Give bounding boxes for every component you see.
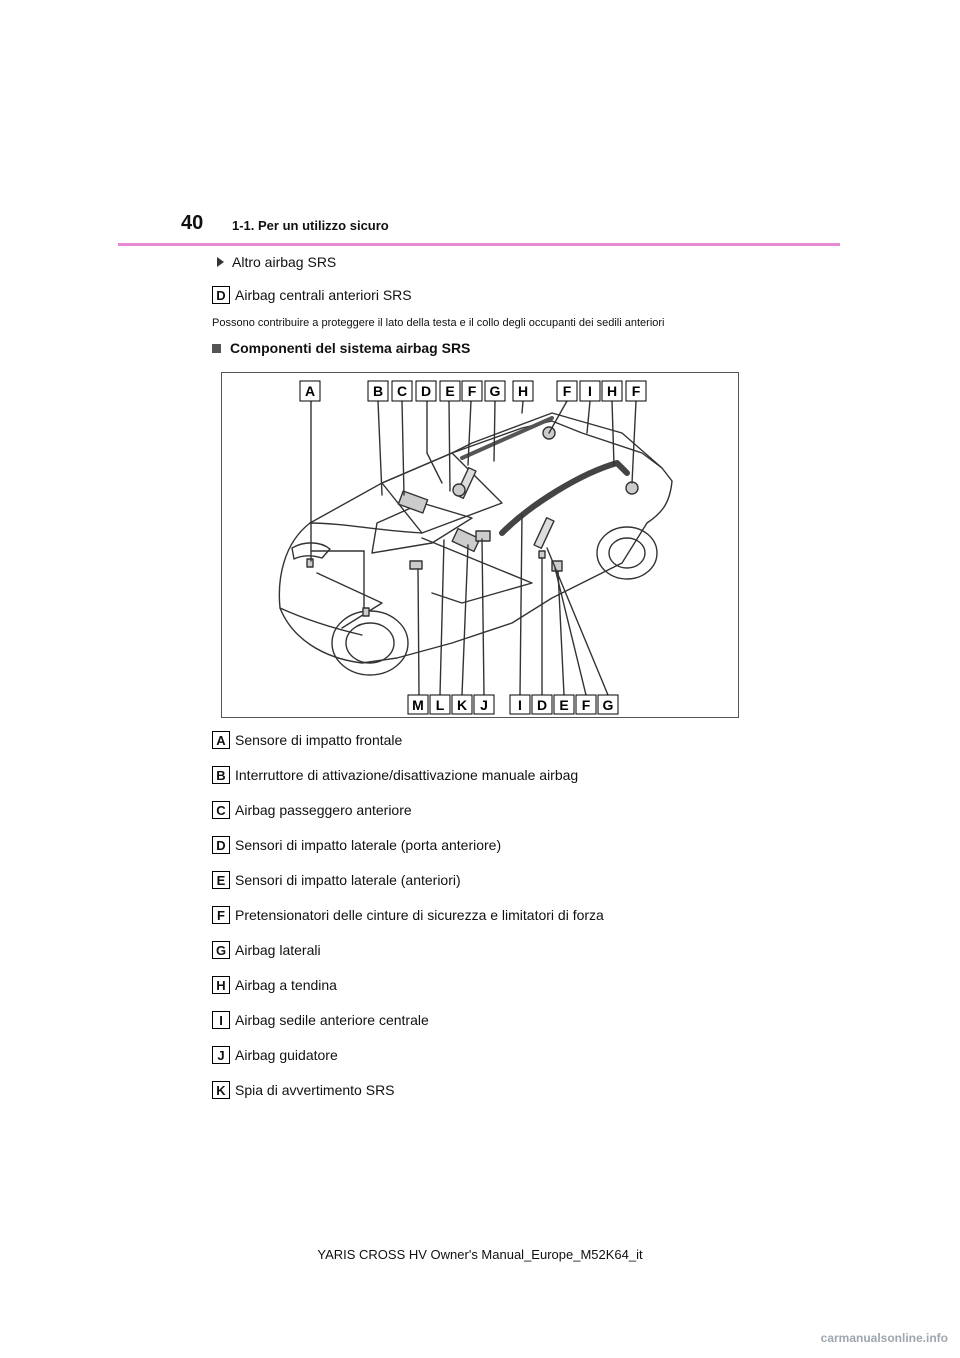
- callout-bottom-8: [576, 695, 596, 714]
- callout-top-4: [416, 381, 436, 401]
- legend-text: Sensori di impatto laterale (porta anteriore): [235, 837, 502, 853]
- components-heading: [212, 340, 470, 356]
- callout-top-5: [440, 381, 460, 401]
- legend-item-a: [212, 731, 402, 749]
- bullet-text: Altro airbag SRS: [232, 254, 337, 270]
- letter-box: K: [212, 1081, 230, 1099]
- callout-bottom-3: [452, 695, 472, 714]
- bottom-callout-labels: [408, 695, 618, 714]
- svg-text:F: F: [631, 383, 641, 399]
- letter-box: G: [212, 941, 230, 959]
- callout-bottom-1: [408, 695, 428, 714]
- letter-box: B: [212, 766, 230, 784]
- svg-text:L: L: [435, 697, 445, 713]
- top-callout-labels: [300, 381, 646, 401]
- svg-text:G: G: [489, 383, 501, 399]
- front-wheel: [332, 611, 408, 675]
- svg-text:M: M: [412, 697, 424, 713]
- svg-text:F: F: [581, 697, 591, 713]
- legend-item-j: [212, 1046, 338, 1064]
- callout-bottom-5: [510, 695, 530, 714]
- airbag-diagram: [221, 372, 739, 718]
- bullet-other-airbag: [217, 254, 336, 270]
- letter-box: E: [212, 871, 230, 889]
- page-number: 40: [181, 212, 204, 234]
- callout-top-1: [300, 381, 320, 401]
- legend-item-g: [212, 941, 321, 959]
- front-wheel-inner: [346, 623, 394, 663]
- legend-text: Pretensionatori delle cinture di sicurezza e limitatori di forza: [235, 907, 604, 923]
- header-rule: [118, 243, 840, 246]
- legend-item-b: [212, 766, 578, 784]
- legend-text: Airbag laterali: [235, 942, 321, 958]
- legend-item-d: [212, 836, 501, 854]
- legend-text: Sensori di impatto laterale (anteriori): [235, 872, 461, 888]
- rear-wheel-inner: [609, 538, 645, 568]
- components-heading-text: Componenti del sistema airbag SRS: [230, 340, 471, 356]
- square-bullet-icon: [212, 344, 221, 353]
- frontal-sensor-2: [363, 608, 369, 616]
- srs-warning-lamp: [410, 561, 422, 569]
- letter-box: C: [212, 801, 230, 819]
- svg-text:F: F: [562, 383, 572, 399]
- letter-box: D: [212, 286, 230, 304]
- curtain-airbag-left: [462, 418, 552, 458]
- letter-box: J: [212, 1046, 230, 1064]
- bumper: [280, 608, 362, 635]
- side-sensor: [539, 551, 545, 558]
- pretensioner-right: [626, 482, 638, 494]
- hood-line: [310, 523, 422, 533]
- letter-box: A: [212, 731, 230, 749]
- svg-text:A: A: [304, 383, 316, 399]
- intro-item: [212, 286, 412, 304]
- callout-top-6: [462, 381, 482, 401]
- svg-text:E: E: [559, 697, 569, 713]
- triangle-bullet-icon: [217, 257, 224, 267]
- callout-top-11: [602, 381, 622, 401]
- wiring-harness-3: [317, 573, 382, 628]
- rear-wheel: [597, 527, 657, 579]
- svg-text:H: H: [517, 383, 529, 399]
- letter-box: I: [212, 1011, 230, 1029]
- svg-text:B: B: [372, 383, 384, 399]
- car-illustration: [222, 373, 738, 717]
- letter-box: D: [212, 836, 230, 854]
- callout-bottom-7: [554, 695, 574, 714]
- legend-item-h: [212, 976, 337, 994]
- callout-top-7: [485, 381, 505, 401]
- frontal-sensor-1: [307, 559, 313, 567]
- legend-item-f: [212, 906, 604, 924]
- callout-bottom-6: [532, 695, 552, 714]
- driver-airbag: [476, 531, 490, 541]
- callout-top-8: [513, 381, 533, 401]
- legend-text: Airbag sedile anteriore centrale: [235, 1012, 429, 1028]
- svg-text:E: E: [445, 383, 455, 399]
- intro-item-text: Airbag centrali anteriori SRS: [235, 287, 412, 303]
- svg-text:K: K: [456, 697, 468, 713]
- svg-text:G: G: [602, 697, 614, 713]
- svg-text:I: I: [588, 383, 592, 399]
- side-airbag-right: [534, 518, 554, 549]
- callout-top-3: [392, 381, 412, 401]
- legend-item-k: [212, 1081, 395, 1099]
- callout-bottom-4: [474, 695, 494, 714]
- roof-line: [452, 413, 662, 468]
- curtain-airbag-right: [502, 463, 627, 533]
- windshield: [382, 453, 502, 533]
- intro-note: Possono contribuire a proteggere il lato della testa e il collo degli occupanti dei sedili anteriori: [212, 317, 665, 329]
- wiring-harness-2: [422, 538, 532, 603]
- svg-text:I: I: [518, 697, 522, 713]
- legend-text: Spia di avvertimento SRS: [235, 1082, 395, 1098]
- legend-item-c: [212, 801, 412, 819]
- section-title: 1-1. Per un utilizzo sicuro: [232, 218, 389, 233]
- letter-box: F: [212, 906, 230, 924]
- svg-text:D: D: [536, 697, 548, 713]
- legend-text: Sensore di impatto frontale: [235, 732, 403, 748]
- legend-text: Airbag guidatore: [235, 1047, 338, 1063]
- legend-item-i: [212, 1011, 429, 1029]
- callout-bottom-2: [430, 695, 450, 714]
- legend-text: Airbag a tendina: [235, 977, 337, 993]
- legend-text: Interruttore di attivazione/disattivazione manuale airbag: [235, 767, 579, 783]
- letter-box: H: [212, 976, 230, 994]
- svg-text:D: D: [420, 383, 432, 399]
- svg-text:J: J: [480, 697, 488, 713]
- callout-top-12: [626, 381, 646, 401]
- callout-bottom-9: [598, 695, 618, 714]
- svg-text:F: F: [467, 383, 477, 399]
- svg-text:H: H: [606, 383, 618, 399]
- pretensioner-front: [453, 484, 465, 496]
- callout-top-2: [368, 381, 388, 401]
- svg-text:C: C: [396, 383, 408, 399]
- callout-top-9: [557, 381, 577, 401]
- legend-item-e: [212, 871, 461, 889]
- footer-manual-title: YARIS CROSS HV Owner's Manual_Europe_M52K64_it: [317, 1247, 643, 1262]
- watermark[interactable]: carmanualsonline.info: [820, 1331, 948, 1345]
- legend-text: Airbag passeggero anteriore: [235, 802, 412, 818]
- callout-top-10: [580, 381, 600, 401]
